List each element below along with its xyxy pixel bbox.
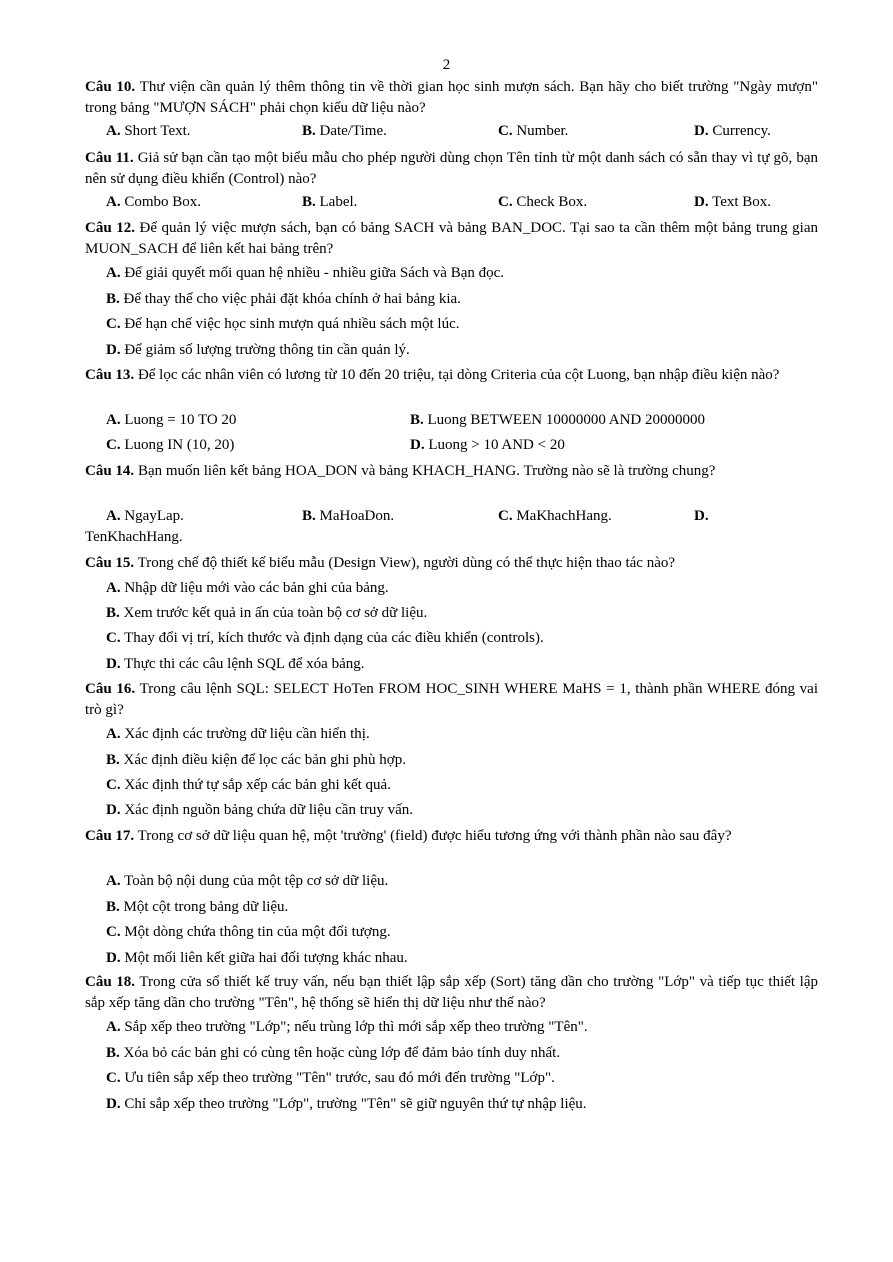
option-d <box>106 800 413 821</box>
option-text: Sắp xếp theo trường "Lớp"; nếu trùng lớp thì mới sắp xếp theo trường "Tên". <box>124 1019 588 1035</box>
question-11 <box>85 148 818 190</box>
option-text: Ưu tiên sắp xếp theo trường "Tên" trước, sau đó mới đến trường "Lớp". <box>124 1070 555 1086</box>
option-label: C. <box>498 123 513 139</box>
page-number: 2 <box>442 57 451 73</box>
option-label: A. <box>106 726 121 742</box>
option-text: Check Box. <box>516 194 588 210</box>
option-label: D. <box>106 656 121 672</box>
options-row <box>85 506 818 527</box>
option-label: A. <box>106 265 121 281</box>
option-text: Xác định nguồn bảng chứa dữ liệu cần truy vấn. <box>124 802 414 818</box>
question-13 <box>85 365 818 386</box>
option-label: A. <box>106 508 121 524</box>
option-text: Number. <box>516 123 569 139</box>
option-label: B. <box>106 899 120 915</box>
option-label: B. <box>302 508 316 524</box>
question-12 <box>85 218 818 260</box>
option-a <box>106 263 504 284</box>
question-14 <box>85 461 818 482</box>
options-row <box>85 192 818 213</box>
question-number: Câu 16. <box>85 681 136 697</box>
option-b <box>106 897 288 918</box>
question-number: Câu 10. <box>85 79 136 95</box>
option-text: Toàn bộ nội dung của một tệp cơ sở dữ liệu. <box>124 873 389 889</box>
option-label: A. <box>106 123 121 139</box>
question-text: Để quản lý việc mượn sách, bạn có bảng SACH và bảng BAN_DOC. Tại sao ta cần thêm một bảng trung gian MUON_SACH để liên kết hai bảng trên? <box>85 220 818 257</box>
option-text: Label. <box>319 194 358 210</box>
option-label: A. <box>106 1019 121 1035</box>
option-label: A. <box>106 412 121 428</box>
option-text: Xem trước kết quả in ấn của toàn bộ cơ sở dữ liệu. <box>123 605 428 621</box>
option-c <box>106 922 391 943</box>
option-label: C. <box>498 508 513 524</box>
option-label: C. <box>498 194 513 210</box>
option-text: Một mối liên kết giữa hai đối tượng khác nhau. <box>124 950 408 966</box>
option-label: B. <box>302 123 316 139</box>
option-c <box>106 1068 555 1089</box>
question-text: Trong cơ sở dữ liệu quan hệ, một 'trường' (field) được hiểu tương ứng với thành phần nào sau đây? <box>137 828 732 844</box>
option-label: D. <box>106 342 121 358</box>
question-text: Thư viện cần quản lý thêm thông tin về thời gian học sinh mượn sách. Bạn hãy cho biết trường "Ngày mượn" trong bảng "MƯỢN SÁCH" phải chọn kiểu dữ liệu nào? <box>85 79 818 116</box>
question-number: Câu 18. <box>85 974 136 990</box>
option-label: D. <box>694 123 709 139</box>
question-number: Câu 17. <box>85 828 135 844</box>
option-a <box>106 578 389 599</box>
option-text: Xác định các trường dữ liệu cần hiển thị. <box>124 726 370 742</box>
option-text: Một dòng chứa thông tin của một đối tượng. <box>124 924 391 940</box>
option-text: Text Box. <box>712 194 772 210</box>
option-label: D. <box>106 802 121 818</box>
option-text: Một cột trong bảng dữ liệu. <box>123 899 289 915</box>
option-label: D. <box>694 194 709 210</box>
option-b <box>106 750 406 771</box>
question-number: Câu 14. <box>85 463 135 479</box>
option-text: Thực thi các câu lệnh SQL để xóa bảng. <box>124 656 365 672</box>
question-17 <box>85 826 818 847</box>
option-text: Xác định điều kiện để lọc các bản ghi phù hợp. <box>123 752 406 768</box>
option-label: A. <box>106 580 121 596</box>
question-15 <box>85 553 818 574</box>
question-number: Câu 12. <box>85 220 135 236</box>
option-text: Chỉ sắp xếp theo trường "Lớp", trường "Tên" sẽ giữ nguyên thứ tự nhập liệu. <box>124 1096 587 1112</box>
option-a <box>106 1017 588 1038</box>
question-text: Trong câu lệnh SQL: SELECT HoTen FROM HOC_SINH WHERE MaHS = 1, thành phần WHERE đóng vai trò gì? <box>85 681 818 718</box>
option-label: B. <box>302 194 316 210</box>
option-text: Luong = 10 TO 20 <box>124 412 237 428</box>
option-b <box>106 289 461 310</box>
option-a <box>106 724 370 745</box>
option-b <box>106 1043 560 1064</box>
question-text: Bạn muốn liên kết bảng HOA_DON và bảng KHACH_HANG. Trường nào sẽ là trường chung? <box>137 463 716 479</box>
option-label: A. <box>106 194 121 210</box>
option-d <box>106 1094 587 1115</box>
question-18 <box>85 972 818 1014</box>
option-label: D. <box>410 437 425 453</box>
option-text: Short Text. <box>124 123 191 139</box>
option-d-wrap-text: TenKhachHang. <box>85 529 183 545</box>
question-number: Câu 15. <box>85 555 135 571</box>
option-label: D. <box>106 950 121 966</box>
option-text: MaHoaDon. <box>319 508 395 524</box>
question-text: Trong cửa sổ thiết kế truy vấn, nếu bạn thiết lập sắp xếp (Sort) tăng dần cho trường "Lớp" và tiếp tục thiết lập sắp xếp tăng dần cho trường "Tên", hệ thống sẽ hiển thị dữ liệu như thế nào? <box>85 974 818 1011</box>
question-text: Để lọc các nhân viên có lương từ 10 đến 20 triệu, tại dòng Criteria của cột Luong, bạn nhập điều kiện nào? <box>137 367 780 383</box>
option-text: Combo Box. <box>124 194 202 210</box>
question-text: Giả sử bạn cần tạo một biểu mẫu cho phép người dùng chọn Tên tỉnh từ một danh sách có sẵn thay vì tự gõ, bạn nên sử dụng điều khiển (Control) nào? <box>85 150 818 187</box>
option-text: Currency. <box>712 123 771 139</box>
option-label: B. <box>106 1045 120 1061</box>
option-text: Nhập dữ liệu mới vào các bản ghi của bảng. <box>124 580 389 596</box>
option-label: C. <box>106 1070 121 1086</box>
option-a <box>106 871 388 892</box>
option-label: B. <box>410 412 424 428</box>
option-label: B. <box>106 605 120 621</box>
option-text: Để thay thế cho việc phải đặt khóa chính ở hai bảng kia. <box>123 291 461 307</box>
option-label: D. <box>694 508 709 524</box>
options-row <box>85 435 818 456</box>
option-text: Thay đổi vị trí, kích thước và định dạng của các điều khiển (controls). <box>124 630 544 646</box>
option-text: Luong BETWEEN 10000000 AND 20000000 <box>427 412 705 428</box>
options-row <box>85 410 818 431</box>
option-text: Date/Time. <box>319 123 387 139</box>
question-number: Câu 13. <box>85 367 135 383</box>
option-d <box>106 948 408 969</box>
option-d <box>106 340 410 361</box>
option-text: NgayLap. <box>124 508 184 524</box>
option-text: Luong > 10 AND < 20 <box>428 437 565 453</box>
options-row <box>85 121 818 142</box>
option-text: Để giải quyết mối quan hệ nhiều - nhiều giữa Sách và Bạn đọc. <box>124 265 505 281</box>
option-text: Xóa bỏ các bản ghi có cùng tên hoặc cùng lớp để đảm bảo tính duy nhất. <box>123 1045 561 1061</box>
option-text: Để giảm số lượng trường thông tin cần quản lý. <box>124 342 410 358</box>
option-label: C. <box>106 924 121 940</box>
option-label: C. <box>106 777 121 793</box>
question-text: Trong chế độ thiết kế biểu mẫu (Design View), người dùng có thể thực hiện thao tác nào? <box>137 555 676 571</box>
option-text: Để hạn chế việc học sinh mượn quá nhiều sách một lúc. <box>124 316 460 332</box>
question-number: Câu 11. <box>85 150 134 166</box>
option-label: B. <box>106 752 120 768</box>
question-10 <box>85 77 818 119</box>
option-b <box>106 603 427 624</box>
option-label: D. <box>106 1096 121 1112</box>
option-c <box>106 314 459 335</box>
option-d <box>106 654 364 675</box>
option-text: Xác định thứ tự sắp xếp các bản ghi kết quả. <box>124 777 391 793</box>
option-text: MaKhachHang. <box>516 508 612 524</box>
option-label: C. <box>106 316 121 332</box>
option-label: B. <box>106 291 120 307</box>
option-label: C. <box>106 437 121 453</box>
option-text: Luong IN (10, 20) <box>124 437 235 453</box>
option-c <box>106 628 544 649</box>
option-label: A. <box>106 873 121 889</box>
option-label: C. <box>106 630 121 646</box>
question-16 <box>85 679 818 721</box>
option-c <box>106 775 391 796</box>
